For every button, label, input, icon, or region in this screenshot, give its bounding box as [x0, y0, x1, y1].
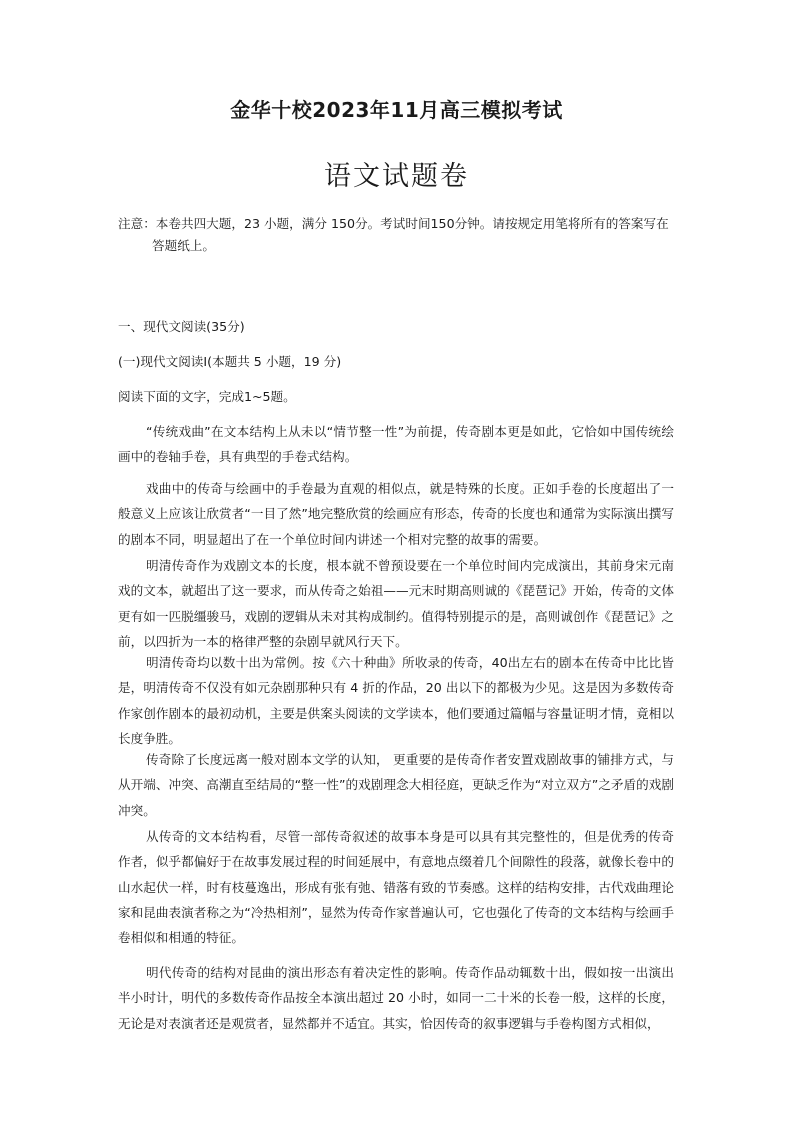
section-heading: 一、现代文阅读(35分)	[118, 319, 245, 334]
passage-paragraph-6: 从传奇的文本结构看，尽管一部传奇叙述的故事本身是可以具有其完整性的，但是优秀的传奇作者，似乎都偏好于在故事发展过程的时间延展中，有意地点缀着几个间隙性的段落，就像长卷中的山水起伏一样，时有枝蔓逸出，形成有张有弛、错落有致的节奏感。这样的结构安排，古代戏曲理论家和昆曲表演者称之为“冷热相剂”，显然为传奇作家普遍认可，它也强化了传奇的文本结构与绘画手卷相似和相通的特征。	[118, 829, 674, 946]
passage-paragraph-7: 明代传奇的结构对昆曲的演出形态有着决定性的影响。传奇作品动辄数十出，假如按一出演出半小时计，明代的多数传奇作品按全本演出超过 20 小时，如同一二十米的长卷一般，这样的长度，无论是对表演者还是观赏者，显然都并不适宜。其实，恰因传奇的叙事逻辑与手卷构图方式相似，	[118, 965, 674, 1031]
passage-paragraph-1: “传统戏曲”在文本结构上从未以“情节整一性”为前提，传奇剧本更是如此，它恰如中国传统绘画中的卷轴手卷，具有典型的手卷式结构。	[118, 424, 674, 465]
notice-line-2: 答题纸上。	[152, 238, 215, 253]
passage-paragraph-5: 传奇除了长度远离一般对剧本文学的认知， 更重要的是传奇作者安置戏剧故事的铺排方式，与从开端、冲突、高潮直至结局的“整一性”的戏剧理念大相径庭，更缺乏作为“对立双方”之矛盾的戏剧冲突。	[118, 752, 674, 818]
reading-instruction: 阅读下面的文字，完成1~5题。	[118, 389, 296, 404]
passage-paragraph-4: 明清传奇均以数十出为常例。按《六十种曲》所收录的传奇，40出左右的剧本在传奇中比比皆是，明清传奇不仅没有如元杂剧那种只有 4 折的作品，20 出以下的都极为少见。这是因为多数传奇作家创作剧本的最初动机，主要是供案头阅读的文学读本，他们要通过篇幅与容量证明才情，竟相以长度争胜。	[118, 655, 674, 746]
passage-paragraph-2: 戏曲中的传奇与绘画中的手卷最为直观的相似点，就是特殊的长度。正如手卷的长度超出了一般意义上应该让欣赏者“一目了然”地完整欣赏的绘画应有形态，传奇的长度也和通常为实际演出撰写的剧本不同，明显超出了在一个单位时间内讲述一个相对完整的故事的需要。	[118, 481, 674, 547]
passage-paragraph-3: 明清传奇作为戏剧文本的长度，根本就不曾预设要在一个单位时间内完成演出，其前身宋元南戏的文本，就超出了这一要求，而从传奇之始祖——元末时期高则诚的《琵琶记》开始，传奇的文体更有如一匹脱缰骏马，戏剧的逻辑从未对其构成制约。值得特别提示的是，高则诚创作《琵琶记》之前，以四折为一本的格律严整的杂剧早就风行天下。	[118, 558, 674, 649]
exam-notice	[118, 213, 684, 257]
subsection-heading: (一)现代文阅读Ⅰ(本题共 5 小题，19 分)	[118, 354, 342, 369]
notice-line-1: 注意：本卷共四大题，23 小题，满分 150分。考试时间150分钟。请按规定用笔将所有的答案写在	[118, 216, 669, 231]
exam-title: 金华十校2023年11月高三模拟考试	[230, 98, 563, 122]
paper-subtitle: 语文试题卷	[324, 161, 469, 192]
